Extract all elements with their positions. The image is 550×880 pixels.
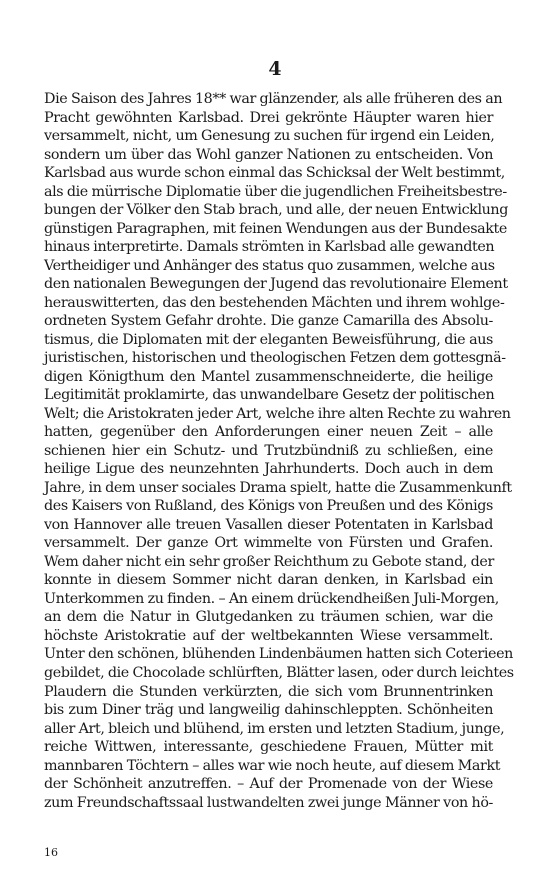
text-line: hinaus interpretirte. Damals strömten in Karlsbad alle gewandten (44, 239, 495, 256)
text-line: Wem daher nicht ein sehr großer Reichthum zu Gebote stand, der (44, 553, 494, 570)
text-line: zum Freundschaftssaal lustwandelten zwei junge Männer von hö- (44, 794, 493, 811)
text-line: günstigen Paragraphen, mit feinen Wendungen aus der Bundesakte (44, 220, 507, 237)
text-line: mannbaren Töchtern – alles war wie noch heute, auf diesem Markt (44, 757, 501, 774)
text-line: aller Art, bleich und blühend, im ersten und letzten Stadium, junge, (44, 720, 505, 737)
text-line: Legitimität proklamirte, das unwandelbare Gesetz der politischen (44, 387, 495, 404)
text-line: konnte in diesem Sommer nicht daran denken, in Karlsbad ein (44, 572, 493, 589)
text-line: versammelt, nicht, um Genesung zu suchen für irgend ein Leiden, (44, 128, 495, 145)
text-line: den nationalen Bewegungen der Jugend das revolutionaire Element (44, 276, 508, 293)
text-line: Vertheidiger und Anhänger des status quo zusammen, welche aus (44, 257, 495, 274)
chapter-number: 4 (268, 58, 282, 80)
text-line: juristischen, historischen und theologischen Fetzen dem gottesgnä- (44, 350, 506, 367)
text-line: Unterkommen zu finden. – An einem drückendheißen Juli-Morgen, (44, 590, 499, 607)
text-line: der Schönheit anzutreffen. – Auf der Promenade von der Wiese (44, 776, 493, 793)
text-line: reiche Wittwen, interessante, geschiedene Frauen, Mütter mit (44, 739, 493, 756)
text-line: hatten, gegenüber den Anforderungen einer neuen Zeit – alle (44, 424, 493, 441)
text-line: digen Königthum den Mantel zusammenschneiderte, die heilige (44, 368, 493, 385)
text-line: heilige Ligue des neunzehnten Jahrhunderts. Doch auch in dem (44, 461, 493, 478)
text-line: bungen der Völker den Stab brach, und alle, der neuen Entwicklung (44, 202, 508, 219)
text-line: gebildet, die Chocolade schlürften, Blätter lasen, oder durch leichtes (44, 664, 514, 681)
text-line: sondern um über das Wohl ganzer Nationen zu entscheiden. Von (44, 146, 493, 163)
body-text (44, 90, 514, 812)
text-line: Plaudern die Stunden verkürzten, die sich vom Brunnentrinken (44, 683, 493, 700)
text-line: Jahre, in dem unser sociales Drama spielt, hatte die Zusammenkunft (44, 479, 512, 496)
text-line: Welt; die Aristokraten jeder Art, welche ihre alten Rechte zu wahren (44, 405, 511, 422)
text-line: des Kaisers von Rußland, des Königs von Preußen und des Königs (44, 498, 493, 515)
text-line: Karlsbad aus wurde schon einmal das Schicksal der Welt bestimmt, (44, 165, 505, 182)
text-line: an dem die Natur in Glutgedanken zu träumen schien, war die (44, 609, 493, 626)
text-line: als die mürrische Diplomatie über die jugendlichen Freiheitsbestre- (44, 183, 507, 200)
text-line: ordneten System Gefahr drohte. Die ganze Camarilla des Absolu- (44, 313, 493, 330)
text-line: tismus, die Diplomaten mit der eleganten Beweisführung, die aus (44, 331, 493, 348)
text-line: Unter den schönen, blühenden Lindenbäumen hatten sich Coterieen (44, 646, 513, 663)
text-line: höchste Aristokratie auf der weltbekannten Wiese versammelt. (44, 627, 493, 644)
text-line: von Hannover alle treuen Vasallen dieser Potentaten in Karlsbad (44, 516, 493, 533)
text-line: Die Saison des Jahres 18** war glänzender, als alle früheren des an (44, 91, 503, 107)
page-number: 16 (44, 846, 58, 859)
text-line: herauswitterten, das den bestehenden Mächten und ihrem wohlge- (44, 294, 505, 311)
text-line: schienen hier ein Schutz- und Trutzbündniß zu schließen, eine (44, 442, 493, 459)
text-line: Pracht gewöhnten Karlsbad. Drei gekrönte Häupter waren hier (44, 109, 493, 126)
text-line: bis zum Diner träg und langweilig dahinschleppten. Schönheiten (44, 702, 493, 719)
text-line: versammelt. Der ganze Ort wimmelte von Fürsten und Grafen. (44, 535, 493, 552)
